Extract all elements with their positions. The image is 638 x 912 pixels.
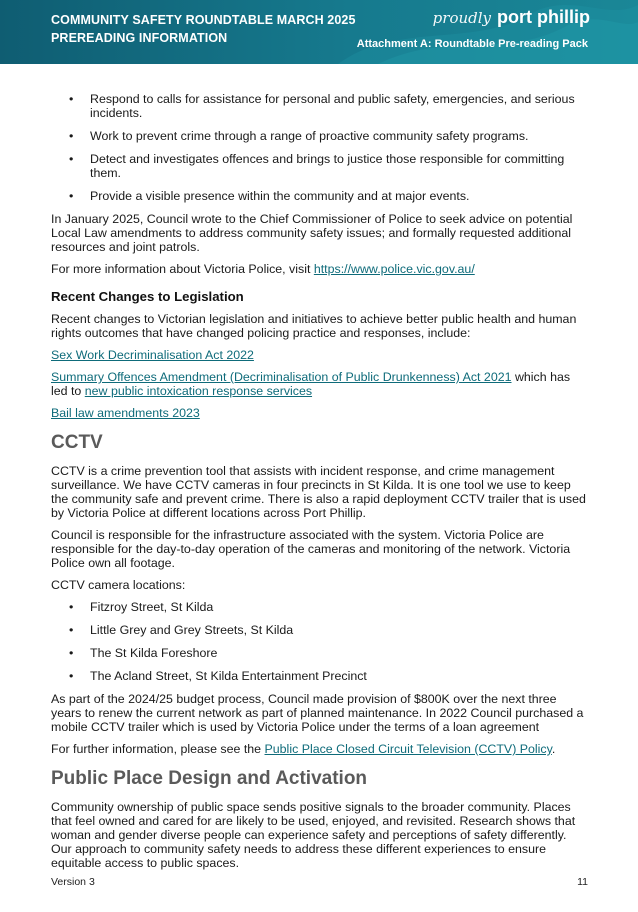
- bullet-icon: •: [69, 669, 74, 683]
- police-website-link[interactable]: https://www.police.vic.gov.au/: [313, 262, 475, 276]
- header-title-line2: PREREADING INFORMATION: [51, 31, 228, 45]
- legislation-link-row: [51, 406, 589, 420]
- summary-offences-link[interactable]: Summary Offences Amendment (Decriminalisation of Public Drunkenness) Act 2021: [51, 370, 512, 384]
- bullet-icon: •: [69, 92, 74, 106]
- bullet-icon: •: [69, 189, 74, 203]
- cctv-policy-link[interactable]: Public Place Closed Circuit Television (CCTV) Policy: [264, 742, 552, 756]
- logo-script-text: proudly: [432, 9, 492, 27]
- january-paragraph: In January 2025, Council wrote to the Chief Commissioner of Police to seek advice on potential Local Law amendments to address community safety issues; and formally requested additional resources and joint patrols.: [51, 212, 573, 254]
- logo-brand-text: port phillip: [497, 7, 590, 27]
- list-item: • Detect and investigates offences and brings to justice those responsible for committing them.: [69, 152, 565, 180]
- list-item: • Fitzroy Street, St Kilda: [69, 600, 214, 614]
- list-item: • Work to prevent crime through a range of proactive community safety programs.: [69, 129, 529, 143]
- bullet-icon: •: [69, 623, 74, 637]
- page-header: [0, 0, 638, 64]
- cctv-locations-label: CCTV camera locations:: [51, 578, 186, 592]
- cctv-paragraph-2: Council is responsible for the infrastructure associated with the system. Victoria Police are responsible for the day-to-day operation of the cameras and monitoring of the network. Victoria Police own all footage.: [51, 528, 571, 570]
- cctv-paragraph-1: CCTV is a crime prevention tool that assists with incident response, and crime management surveillance. We have CCTV cameras in four precincts in St Kilda. It is one tool we use to keep the community safe and prevent crime. There is also a rapid deployment CCTV trailer that is used by Victoria Police at different locations across Port Phillip.: [51, 464, 586, 520]
- legislation-heading: Recent Changes to Legislation: [51, 289, 244, 304]
- more-info-paragraph: For more information about Victoria Police, visit https://www.police.vic.gov.au/: [51, 262, 475, 276]
- bullet-icon: •: [69, 646, 74, 660]
- list-item: • Provide a visible presence within the community and at major events.: [69, 189, 470, 203]
- police-duties-list: [51, 92, 589, 203]
- footer-page-number: 11: [577, 876, 588, 888]
- bullet-icon: •: [69, 129, 74, 143]
- legislation-link-row: Summary Offences Amendment (Decriminalisation of Public Drunkenness) Act 2021 which has led to new public intoxication response services: [51, 370, 571, 398]
- list-item: • The Acland Street, St Kilda Entertainment Precinct: [69, 669, 367, 683]
- cctv-locations-list: [51, 600, 589, 683]
- attachment-label: Attachment A: Roundtable Pre-reading Pack: [356, 38, 588, 50]
- cctv-further-info: For further information, please see the Public Place Closed Circuit Television (CCTV) Policy.: [51, 742, 556, 756]
- list-item: • Little Grey and Grey Streets, St Kilda: [69, 623, 294, 637]
- bullet-icon: •: [69, 600, 74, 614]
- cctv-heading: CCTV: [51, 432, 103, 453]
- cctv-paragraph-3: As part of the 2024/25 budget process, Council made provision of $800K over the next three years to renew the current network as part of planned maintenance. In 2022 Council purchased a mobile CCTV trailer which is used by Victoria Police under the terms of a loan agreement: [51, 692, 584, 734]
- legislation-link-row: [51, 348, 589, 362]
- sex-work-act-link[interactable]: Sex Work Decriminalisation Act 2022: [51, 348, 254, 362]
- list-item: • Respond to calls for assistance for personal and public safety, emergencies, and serious incidents.: [69, 92, 575, 120]
- design-heading: Public Place Design and Activation: [51, 768, 368, 789]
- port-phillip-logo: [433, 7, 590, 28]
- header-title-line1: COMMUNITY SAFETY ROUNDTABLE MARCH 2025: [51, 13, 356, 27]
- list-item: • The St Kilda Foreshore: [69, 646, 218, 660]
- document-body: [51, 92, 589, 878]
- bullet-icon: •: [69, 152, 74, 166]
- bail-law-link[interactable]: Bail law amendments 2023: [51, 406, 200, 420]
- intoxication-services-link[interactable]: new public intoxication response services: [84, 384, 313, 398]
- legislation-intro: Recent changes to Victorian legislation and initiatives to achieve better public health and human rights outcomes that have changed policing practice and responses, include:: [51, 312, 577, 340]
- design-paragraph: Community ownership of public space sends positive signals to the broader community. Places that feel owned and cared for are likely to be used, enjoyed, and revisited. Research shows that woman and gender diverse people can experience safety and perceptions of safety differently. Our approach to community safety needs to address these different experiences to ensure equitable access to public spaces.: [51, 800, 576, 870]
- footer-version: Version 3: [51, 876, 95, 888]
